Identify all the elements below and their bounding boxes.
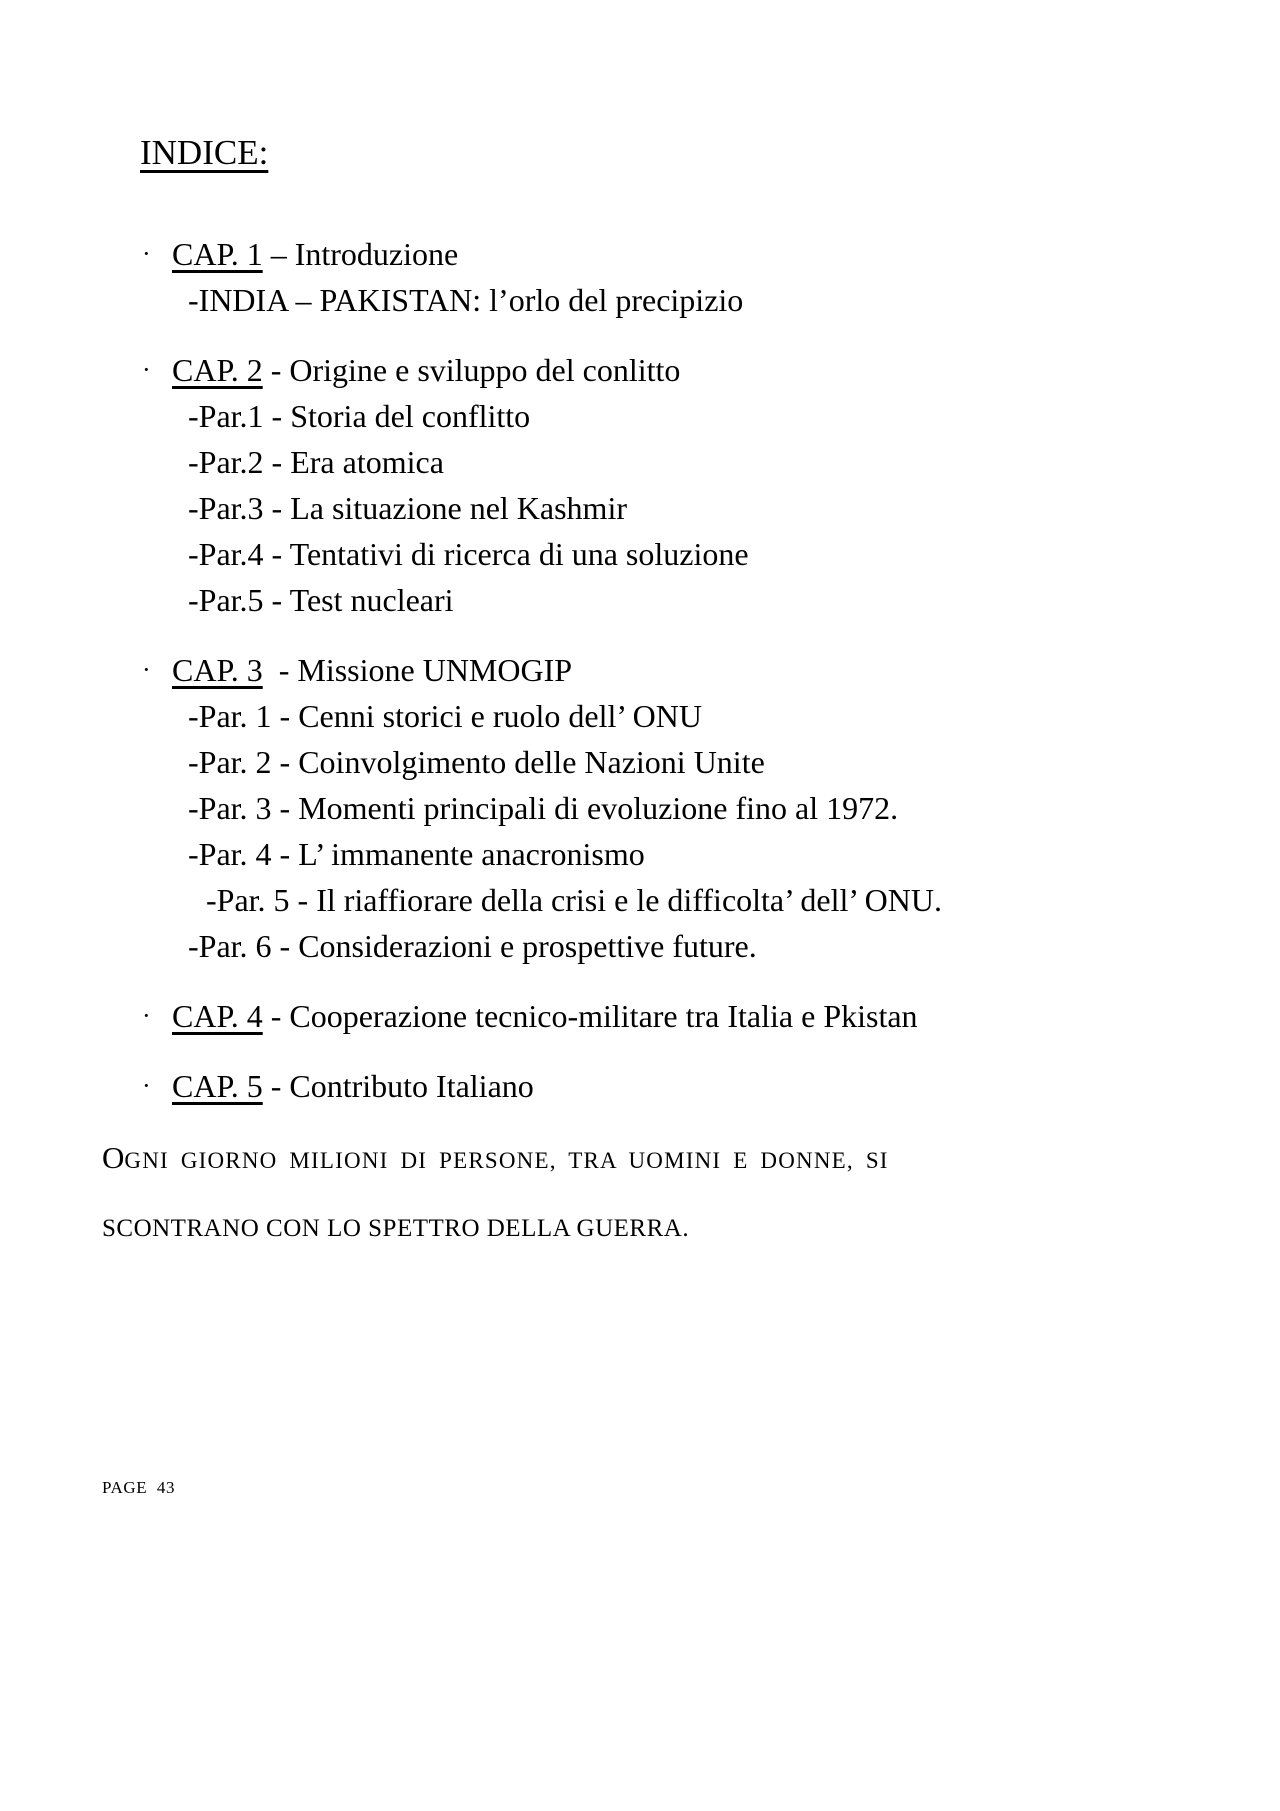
toc-subitem: -Par.4 - Tentativi di ricerca di una soluzione <box>188 536 749 572</box>
chapter-heading <box>172 231 1010 277</box>
toc-subitem: -Par. 2 - Coinvolgimento delle Nazioni Unite <box>188 744 765 780</box>
chapter-title: - Origine e sviluppo del conlitto <box>262 352 681 388</box>
chapter-label: CAP. 5 <box>172 1068 263 1104</box>
chapter-title: - Cooperazione tecnico-militare tra Italia e Pkistan <box>262 998 918 1034</box>
toc-subitem: -Par. 1 - Cenni storici e ruolo dell’ ONU <box>188 698 702 734</box>
closing-line-1-text: GNI GIORNO MILIONI DI PERSONE, TRA UOMINI E DONNE, SI <box>124 1148 889 1173</box>
toc-subitem: -Par. 6 - Considerazioni e prospettive future. <box>188 928 757 964</box>
toc-subitem: -Par.3 - La situazione nel Kashmir <box>188 490 627 526</box>
chapter-label: CAP. 4 <box>172 998 263 1034</box>
chapter-title: - Contributo Italiano <box>262 1068 534 1104</box>
chapter-heading <box>172 347 1010 393</box>
bullet-dot-icon: · <box>142 239 151 268</box>
toc-subitem: -Par.1 - Storia del conflitto <box>188 398 531 434</box>
chapter-heading <box>172 993 972 1039</box>
chapter-subitems <box>188 693 968 969</box>
chapter-heading <box>172 647 1010 693</box>
bullet-dot-icon: · <box>142 1071 151 1100</box>
chapter-subitems <box>188 277 1010 323</box>
closing-line-1 <box>102 1141 1180 1178</box>
toc-subitem: -Par. 5 - Il riaffiorare della crisi e le difficolta’ dell’ ONU. <box>206 882 942 918</box>
toc-subitem: -Par. 4 - L’ immanente anacronismo <box>188 836 645 872</box>
chapter-heading <box>172 1063 1010 1109</box>
toc-subitem: -Par. 3 - Momenti principali di evoluzione fino al 1972. <box>188 790 899 826</box>
toc-chapter-1 <box>140 231 1010 323</box>
toc-chapter-3 <box>140 647 1010 969</box>
closing-line-2: SCONTRANO CON LO SPETTRO DELLA GUERRA. <box>102 1215 690 1242</box>
chapter-title: – Introduzione <box>262 236 459 272</box>
chapter-title: - Missione UNMOGIP <box>262 652 573 688</box>
toc-subitem: -INDIA – PAKISTAN: l’orlo del precipizio <box>188 282 744 318</box>
bullet-dot-icon: · <box>142 655 151 684</box>
table-of-contents <box>140 231 1180 1109</box>
bullet-dot-icon: · <box>142 355 151 384</box>
toc-chapter-4 <box>140 993 1010 1039</box>
chapter-label: CAP. 1 <box>172 236 263 272</box>
toc-chapter-2 <box>140 347 1010 623</box>
page-footer: PAGE 43 <box>102 1478 176 1497</box>
closing-lead-capital: O <box>102 1140 125 1175</box>
chapter-subitems <box>188 393 1010 623</box>
chapter-label: CAP. 3 <box>172 652 263 688</box>
chapter-label: CAP. 2 <box>172 352 263 388</box>
bullet-dot-icon: · <box>142 1001 151 1030</box>
toc-chapter-5 <box>140 1063 1010 1109</box>
toc-subitem: -Par.5 - Test nucleari <box>188 582 454 618</box>
closing-paragraph <box>102 1141 1180 1246</box>
page-title: INDICE: <box>140 133 269 172</box>
toc-subitem: -Par.2 - Era atomica <box>188 444 444 480</box>
